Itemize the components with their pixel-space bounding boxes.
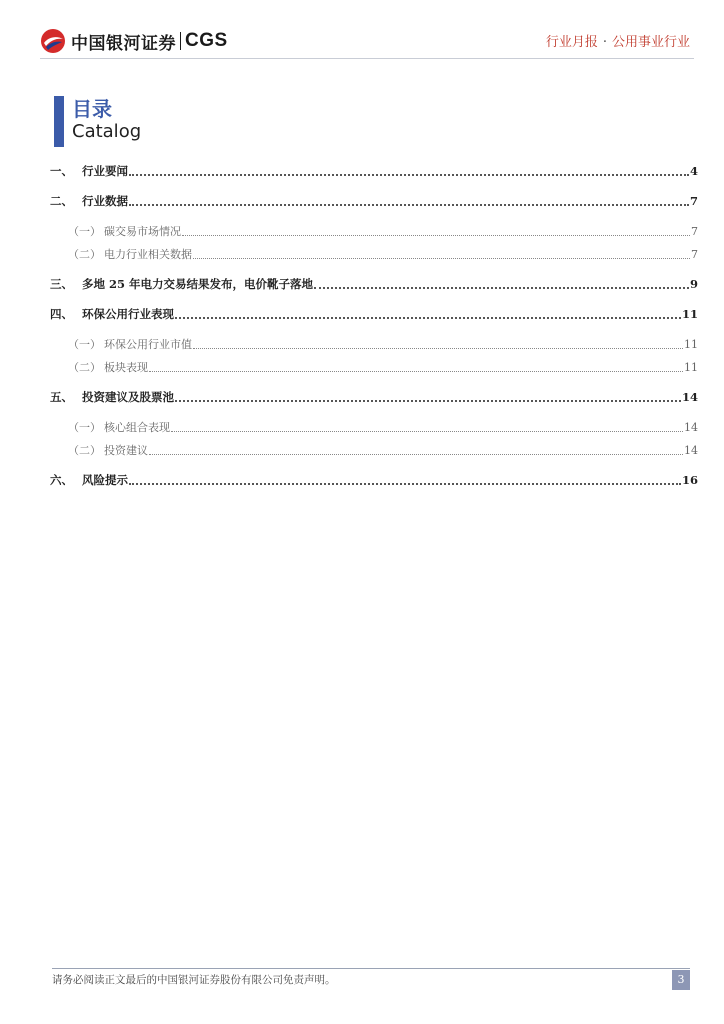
toc-entry-title: 板块表现 [104,361,148,374]
toc-entry-number: 一、 [50,164,73,178]
toc-entry-page: 14 [684,444,698,457]
toc-entry-title: 行业数据 [82,194,128,208]
toc-entry[interactable] [50,276,698,294]
toc-dot-leader [149,371,683,372]
toc-dot-leader [175,317,681,319]
toc-entry-number: 六、 [50,473,73,487]
toc-entry[interactable] [50,472,698,490]
toc-entry-title: 电力行业相关数据 [104,248,192,261]
report-sector: 公用事业行业 [611,35,690,50]
toc-entry-page: 11 [684,361,698,374]
company-logo [40,28,228,54]
footer-divider [52,968,690,969]
toc-entry[interactable] [50,246,698,264]
logo-divider [180,32,181,50]
toc-dot-leader [175,400,681,402]
toc-entry-title: 行业要闻 [82,164,128,178]
page-title-chinese: 目录 [72,97,112,121]
page-number-badge: 3 [672,970,690,990]
logo-chinese-name: 中国银河证券 [71,33,176,54]
page-title-english: Catalog [72,121,142,142]
logo-english-name: CGS [185,30,228,51]
toc-entry-title: 投资建议及股票池 [82,390,174,404]
toc-entry[interactable] [50,419,698,437]
toc-entry-number: （二） [68,248,101,261]
toc-entry-title: 核心组合表现 [104,421,170,434]
toc-entry[interactable] [50,442,698,460]
toc-dot-leader [129,483,681,485]
toc-entry-title: 风险提示 [82,473,128,487]
toc-entry-number: （二） [68,361,101,374]
header-divider [40,58,694,59]
toc-entry-number: 五、 [50,390,73,404]
toc-entry[interactable] [50,223,698,241]
toc-entry[interactable] [50,193,698,211]
report-category [546,31,690,50]
toc-entry-number: （一） [68,225,101,238]
toc-dot-leader [314,287,689,289]
toc-entry-page: 7 [689,194,698,208]
toc-entry-page: 4 [689,164,698,178]
toc-dot-leader [171,431,683,432]
toc-entry[interactable] [50,389,698,407]
toc-entry-number: （一） [68,421,101,434]
footer-disclaimer: 请务必阅读正文最后的中国银河证券股份有限公司免责声明。 [52,974,336,986]
toc-dot-leader [193,348,683,349]
page-header [0,0,724,70]
toc-entry[interactable] [50,163,698,181]
toc-entry-number: （一） [68,338,101,351]
toc-dot-leader [182,235,690,236]
toc-entry[interactable] [50,336,698,354]
title-accent-bar [54,96,64,147]
toc-entry-title: 碳交易市场情况 [104,225,181,238]
toc-entry-page: 11 [684,338,698,351]
toc-entry-number: 二、 [50,194,73,208]
toc-dot-leader [129,204,689,206]
toc-entry-page: 11 [681,307,698,321]
toc-entry-page: 16 [681,473,698,487]
toc-entry[interactable] [50,359,698,377]
toc-dot-leader [149,454,683,455]
toc-entry-number: 四、 [50,307,73,321]
toc-entry-page: 14 [681,390,698,404]
toc-entry-title: 环保公用行业表现 [82,307,174,321]
toc-entry-page: 14 [684,421,698,434]
toc-entry-number: （二） [68,444,101,457]
toc-entry-page: 7 [691,248,698,261]
report-type: 行业月报 [545,35,598,50]
toc-dot-leader [129,174,689,176]
toc-entry-number: 三、 [50,277,73,291]
toc-entry-page: 7 [691,225,698,238]
toc-entry-title: 多地 25 年电力交易结果发布，电价靴子落地 [82,277,314,291]
toc-dot-leader [193,258,690,259]
header-separator: · [602,35,607,50]
toc-entry-page: 9 [689,277,698,291]
toc-entry-title: 环保公用行业市值 [104,338,192,351]
toc-entry-title: 投资建议 [104,444,148,457]
galaxy-logo-icon [40,28,66,54]
toc-entry[interactable] [50,306,698,324]
